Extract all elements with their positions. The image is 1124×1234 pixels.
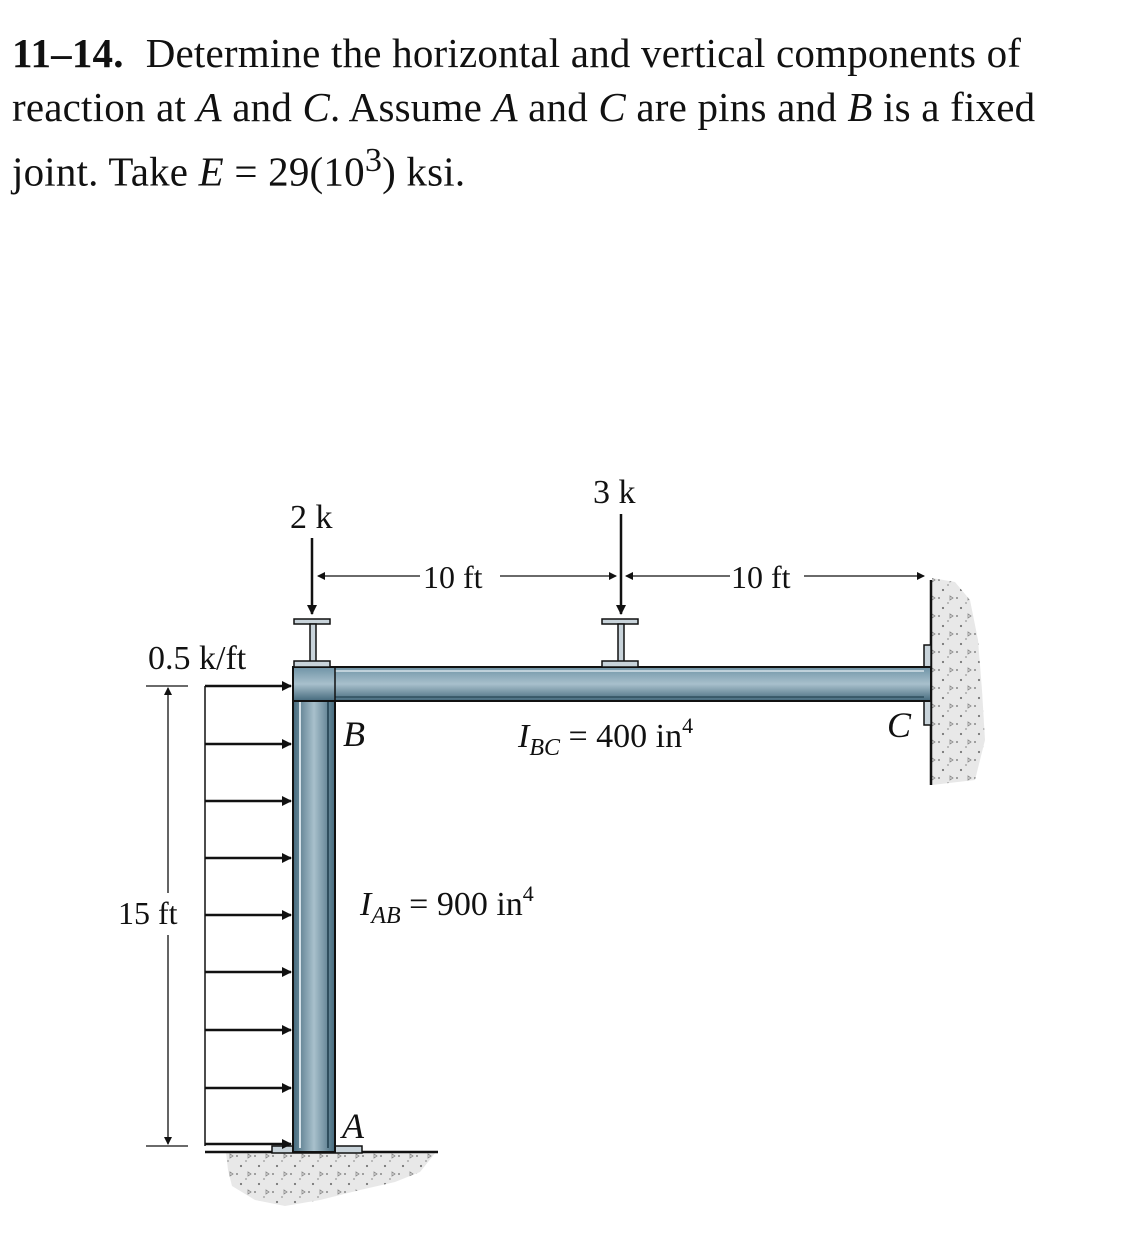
span-1-label: 10 ft xyxy=(423,559,483,595)
var-c: C xyxy=(302,84,331,130)
problem-number: 11–14. xyxy=(12,30,124,76)
var-b: B xyxy=(847,84,873,130)
problem-text: and xyxy=(221,84,303,130)
joint-a-label: A xyxy=(342,1106,364,1146)
i-ab-label: $I_{AB} = 900$ $in^4$ xyxy=(360,881,534,929)
var-a: A xyxy=(492,84,518,130)
problem-text: Determine the horizontal and vertical components of reaction at xyxy=(12,30,1022,130)
problem-text: . Assume xyxy=(330,84,493,130)
problem-text: is a fixed joint. Take xyxy=(12,84,1036,195)
dist-load-label: 0.5 k/ft xyxy=(148,640,247,677)
joint-b-label: B xyxy=(343,714,365,754)
height-label: 15 ft xyxy=(118,895,178,931)
var-e: E xyxy=(198,148,224,195)
distributed-load-arrows xyxy=(205,686,291,1144)
span-2-label: 10 ft xyxy=(731,559,791,595)
load-3k-label: 3 k xyxy=(593,474,636,511)
problem-text: are pins and xyxy=(625,84,848,130)
bearing-plate-left xyxy=(294,619,330,667)
problem-text: and xyxy=(517,84,599,130)
var-c: C xyxy=(598,84,626,130)
joint-c-label: C xyxy=(887,705,912,745)
load-2k-label: 2 k xyxy=(290,499,333,536)
bearing-plate-mid xyxy=(602,619,638,667)
var-a: A xyxy=(196,84,222,130)
beam-bc xyxy=(293,667,931,701)
exponent: 3 xyxy=(364,142,383,179)
problem-text: ) ksi. xyxy=(382,148,466,195)
i-bc-label: $I_{BC} = 400$ $in^4$ xyxy=(518,713,694,761)
problem-text: = 29(10 xyxy=(223,148,365,195)
